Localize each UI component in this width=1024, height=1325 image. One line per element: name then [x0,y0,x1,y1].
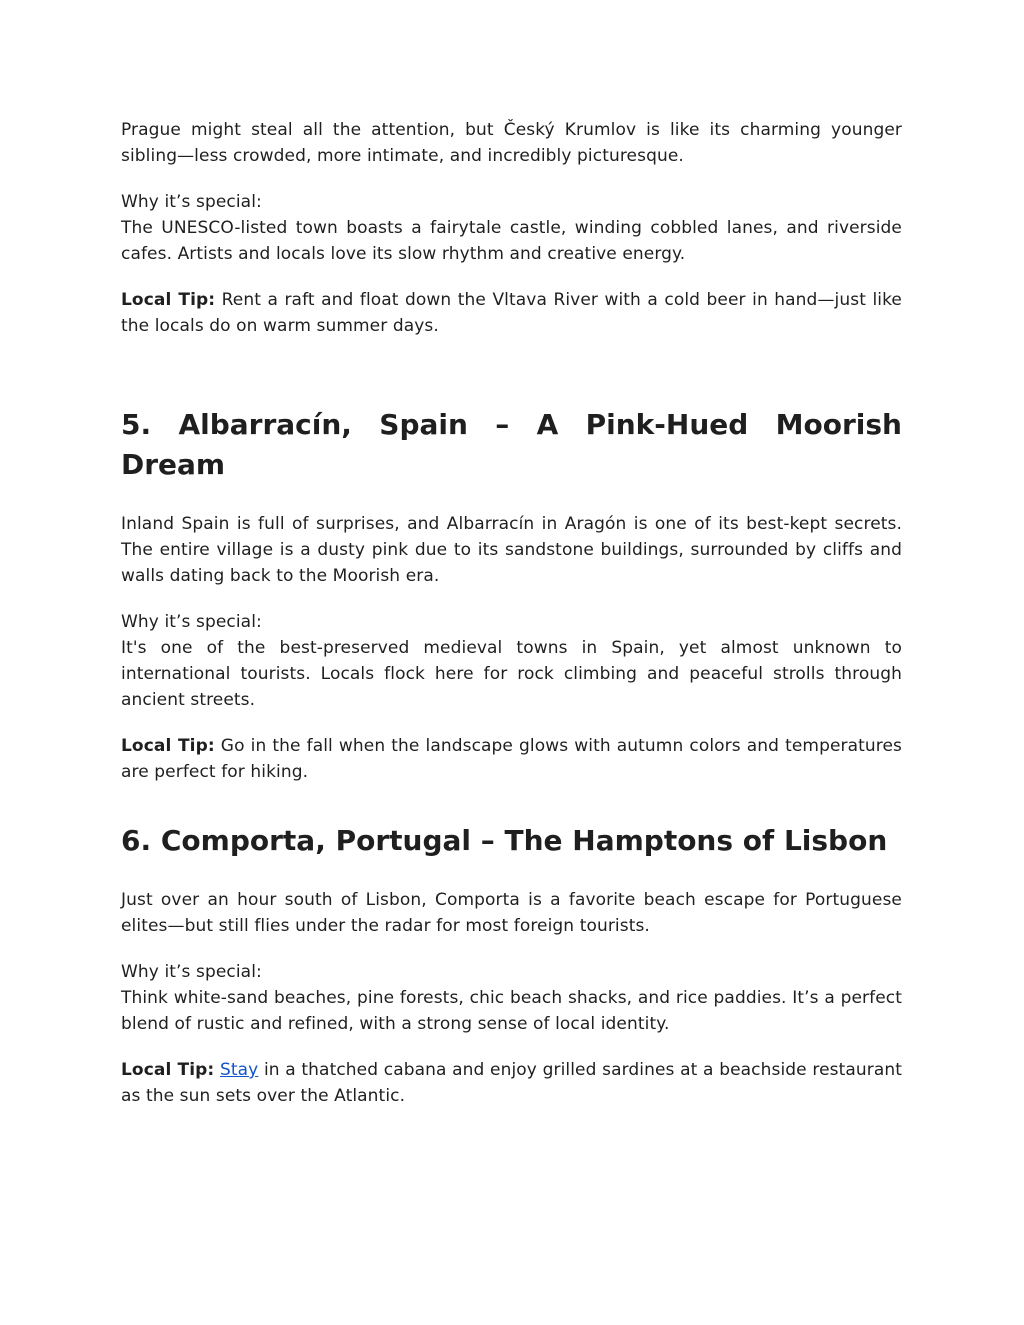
document-page [121,117,902,1129]
local-tip-label: Local Tip: [121,290,216,310]
why-special-text: Think white-sand beaches, pine forests, chic beach shacks, and rice paddies. It’s a perfect blend of rustic and refined, with a strong sense of local identity. [121,988,902,1034]
section-5-paragraph: Inland Spain is full of surprises, and Albarracín in Aragón is one of its best-kept secrets. The entire village is a dusty pink due to its sandstone buildings, surrounded by cliffs and walls dating back to the Moorish era. [121,514,902,586]
section-6-why-special [121,959,902,1037]
why-special-label: Why it’s special: [121,192,262,212]
section-6-local-tip [121,1057,902,1109]
section-5-heading: 5. Albarracín, Spain – A Pink-Hued Moorish Dream [121,408,902,481]
section-5-why-special [121,609,902,713]
why-special-label: Why it’s special: [121,962,262,982]
local-tip-label: Local Tip: [121,736,215,756]
why-special-label: Why it’s special: [121,612,262,632]
local-tip-text: in a thatched cabana and enjoy grilled sardines at a beachside restaurant as the sun sets over the Atlantic. [121,1060,902,1106]
local-tip-text: Go in the fall when the landscape glows with autumn colors and temperatures are perfect for hiking. [121,736,902,782]
stay-link[interactable]: Stay [219,1060,259,1080]
local-tip-text: Rent a raft and float down the Vltava River with a cold beer in hand—just like the locals do on warm summer days. [121,290,902,336]
local-tip-label: Local Tip: [121,1060,215,1080]
intro-paragraph: Prague might steal all the attention, but Český Krumlov is like its charming younger sibling—less crowded, more intimate, and incredibly picturesque. [121,120,902,166]
why-special-text: The UNESCO-listed town boasts a fairytale castle, winding cobbled lanes, and riverside cafes. Artists and locals love its slow rhythm and creative energy. [121,218,902,264]
section-5-local-tip [121,733,902,785]
section-6-paragraph: Just over an hour south of Lisbon, Comporta is a favorite beach escape for Portuguese elites—but still flies under the radar for most foreign tourists. [121,890,902,936]
why-special-text: It's one of the best-preserved medieval towns in Spain, yet almost unknown to international tourists. Locals flock here for rock climbing and peaceful strolls through ancient streets. [121,638,902,710]
intro-local-tip [121,287,902,339]
intro-why-special [121,189,902,267]
section-6-heading: 6. Comporta, Portugal – The Hamptons of Lisbon [121,824,888,857]
